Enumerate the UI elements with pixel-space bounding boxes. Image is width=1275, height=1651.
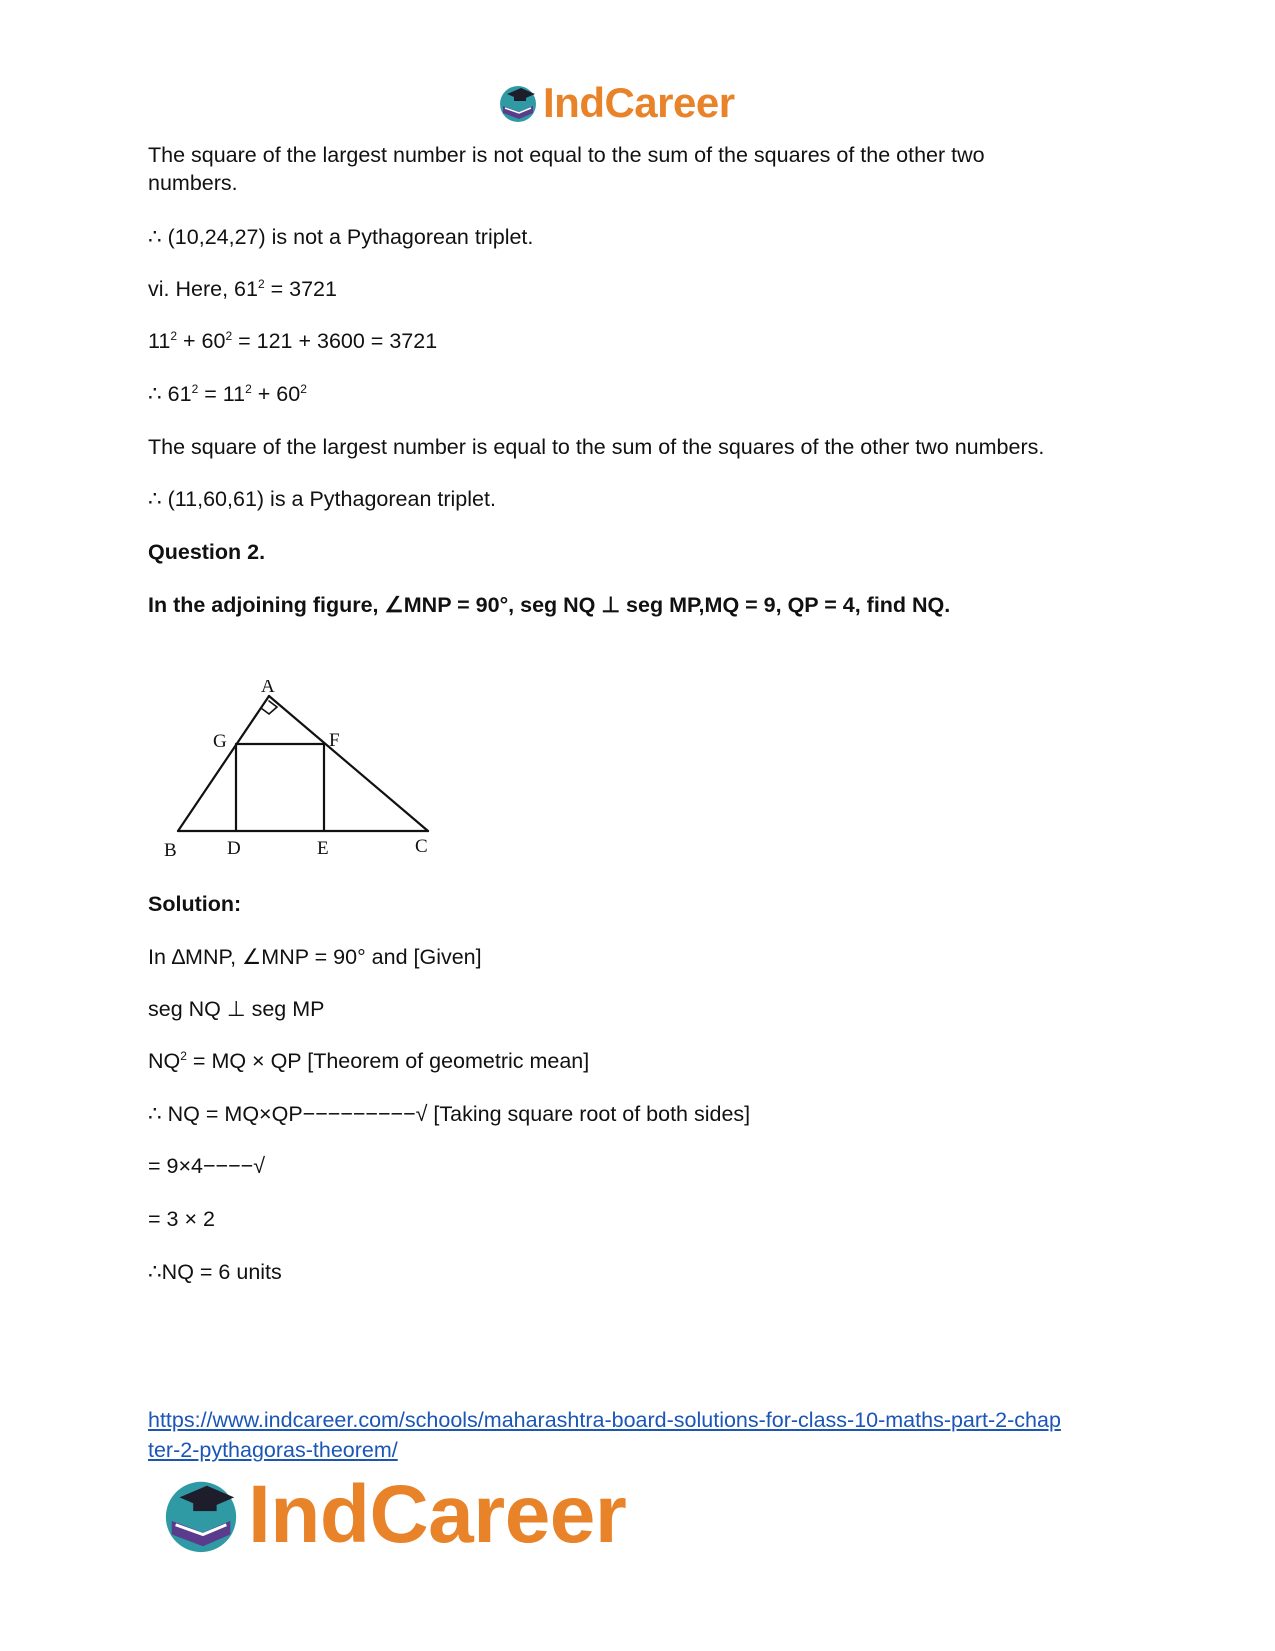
triangle-diagram xyxy=(160,680,460,880)
conclusion-not-triplet: ∴ (10,24,27) is not a Pythagorean triplet. xyxy=(148,225,534,249)
solution-step-6: = 3 × 2 xyxy=(148,1207,215,1231)
label-a: A xyxy=(261,680,275,697)
solution-step-2: seg NQ ⊥ seg MP xyxy=(148,997,325,1021)
solution-answer: ∴NQ = 6 units xyxy=(148,1260,282,1284)
label-e: E xyxy=(317,838,329,859)
solution-step-3: $NQ^2$ = MQ × QP [Theorem of geometric mean] xyxy=(148,1048,590,1073)
solution-step-1: In ∆MNP, ∠MNP = 90° and [Given] xyxy=(148,945,482,969)
brand-logo-text: IndCareer xyxy=(543,79,735,126)
side-ac xyxy=(269,696,428,831)
paragraph-not-equal-line1: The square of the largest number is not equal to the sum of the squares of the other two xyxy=(148,143,985,167)
paragraph-equal: The square of the largest number is equal to the sum of the squares of the other two numbers. xyxy=(148,435,1045,459)
step-vi-therefore: ∴ $61^2 = 11^2 + 60^2$ xyxy=(148,381,307,406)
conclusion-is-triplet: ∴ (11,60,61) is a Pythagorean triplet. xyxy=(148,487,496,511)
source-link[interactable] xyxy=(148,1405,1128,1465)
brand-logo-top xyxy=(497,78,735,128)
paragraph-not-equal-line2: numbers. xyxy=(148,171,238,195)
source-link-line1[interactable]: https://www.indcareer.com/schools/maharashtra-board-solutions-for-class-10-maths-part-2-chap xyxy=(148,1408,1061,1432)
graduation-book-icon xyxy=(160,1474,242,1556)
label-c: C xyxy=(415,836,428,857)
brand-logo-text-bottom: IndCareer xyxy=(248,1469,627,1560)
label-g: G xyxy=(213,731,227,752)
solution-step-5: = 9×4−−−−√ xyxy=(148,1154,266,1178)
graduation-book-icon xyxy=(497,82,539,124)
brand-logo-bottom xyxy=(160,1470,626,1560)
label-b: B xyxy=(164,840,177,861)
source-link-line2[interactable]: ter-2-pythagoras-theorem/ xyxy=(148,1438,398,1462)
label-d: D xyxy=(227,838,241,859)
question-2-text: In the adjoining figure, ∠MNP = 90°, seg NQ ⊥ seg MP,MQ = 9, QP = 4, find NQ. xyxy=(148,593,951,617)
label-f: F xyxy=(329,730,340,751)
step-vi-sum: $11^2 + 60^2 = 121 + 3600 = 3721$ xyxy=(148,328,438,353)
question-2-title: Question 2. xyxy=(148,540,266,564)
side-ab xyxy=(178,696,269,831)
solution-step-4: ∴ NQ = MQ×QP−−−−−−−−−√ [Taking square root of both sides] xyxy=(148,1102,751,1126)
solution-title: Solution: xyxy=(148,892,242,916)
triangle-figure xyxy=(160,680,460,885)
step-vi-here: vi. Here, $61^2 = 3721$ xyxy=(148,276,337,301)
